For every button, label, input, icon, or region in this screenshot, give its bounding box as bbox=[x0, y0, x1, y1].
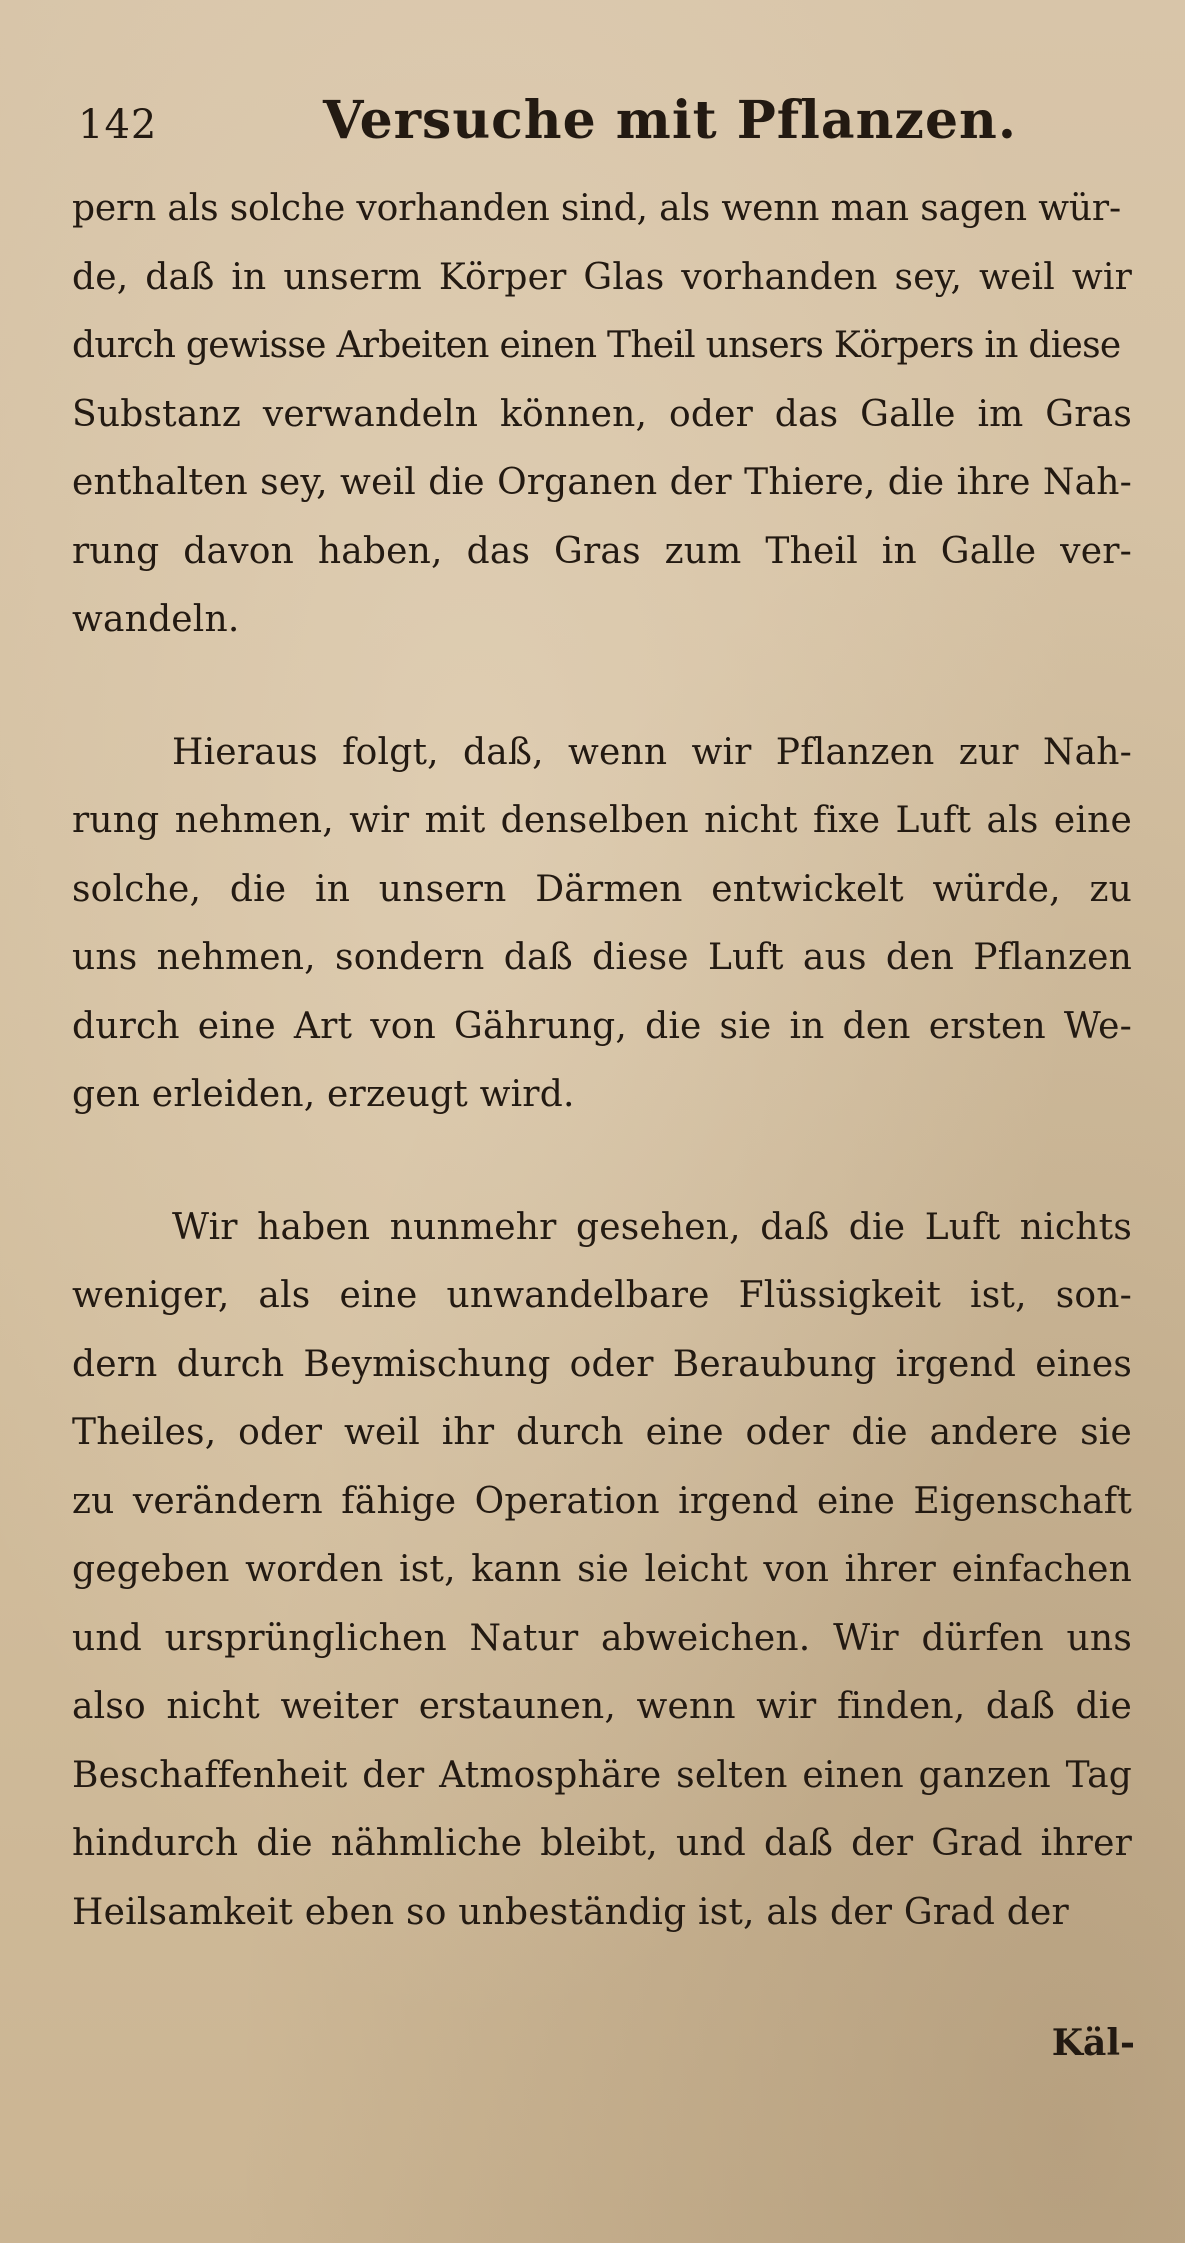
paragraph-gap bbox=[72, 655, 1132, 719]
paragraph-gap bbox=[72, 1130, 1132, 1194]
text-line: Wir haben nunmehr gesehen, daß die Luft nichts bbox=[172, 1206, 1132, 1248]
catchword: Käl- bbox=[1051, 2022, 1135, 2064]
text-line: Theiles, oder weil ihr durch eine oder die andere sie bbox=[72, 1412, 1132, 1453]
text-line: durch eine Art von Gährung, die sie in den ersten We- bbox=[72, 1005, 1132, 1047]
text-line: pern als solche vorhanden sind, als wenn man sagen wür- bbox=[72, 188, 1121, 229]
text-line: zu verändern fähige Operation irgend eine Eigenschaft bbox=[72, 1480, 1132, 1522]
body-text bbox=[72, 175, 1132, 1947]
text-line: also nicht weiter erstaunen, wenn wir finden, daß die bbox=[72, 1686, 1132, 1727]
page-header bbox=[78, 84, 1115, 164]
text-line: uns nehmen, sondern daß diese Luft aus den Pflanzen bbox=[72, 937, 1132, 978]
paragraph-2 bbox=[72, 719, 1132, 1130]
text-line: durch gewisse Arbeiten einen Theil unsers Körpers in diese bbox=[72, 325, 1121, 366]
text-line: gen erleiden, erzeugt wird. bbox=[72, 1074, 575, 1115]
text-line: dern durch Beymischung oder Beraubung irgend eines bbox=[72, 1343, 1132, 1385]
text-line: Beschaffenheit der Atmosphäre selten einen ganzen Tag bbox=[72, 1754, 1132, 1796]
text-line: enthalten sey, weil die Organen der Thiere, die ihre Nah- bbox=[72, 462, 1132, 503]
text-line: de, daß in unserm Körper Glas vorhanden sey, weil wir bbox=[72, 256, 1132, 298]
text-line: Heilsamkeit eben so unbeständig ist, als der Grad der bbox=[72, 1891, 1069, 1933]
paragraph-1 bbox=[72, 175, 1132, 655]
text-line: weniger, als eine unwandelbare Flüssigkeit ist, son- bbox=[72, 1275, 1132, 1316]
text-line: gegeben worden ist, kann sie leicht von ihrer einfachen bbox=[72, 1549, 1132, 1590]
text-line: wandeln. bbox=[72, 599, 240, 640]
text-line: Substanz verwandeln können, oder das Galle im Gras bbox=[72, 393, 1132, 435]
text-line: solche, die in unsern Därmen entwickelt würde, zu bbox=[72, 868, 1132, 910]
text-line: rung davon haben, das Gras zum Theil in Galle ver- bbox=[72, 530, 1132, 572]
text-line: Hieraus folgt, daß, wenn wir Pflanzen zur Nah- bbox=[172, 731, 1132, 773]
text-line: rung nehmen, wir mit denselben nicht fixe Luft als eine bbox=[72, 800, 1132, 841]
running-head: Versuche mit Pflanzen. bbox=[323, 90, 1017, 151]
text-line: hindurch die nähmliche bleibt, und daß der Grad ihrer bbox=[72, 1823, 1132, 1864]
text-line: und ursprünglichen Natur abweichen. Wir dürfen uns bbox=[72, 1617, 1132, 1659]
page-number: 142 bbox=[78, 102, 158, 148]
paragraph-3 bbox=[72, 1194, 1132, 1948]
